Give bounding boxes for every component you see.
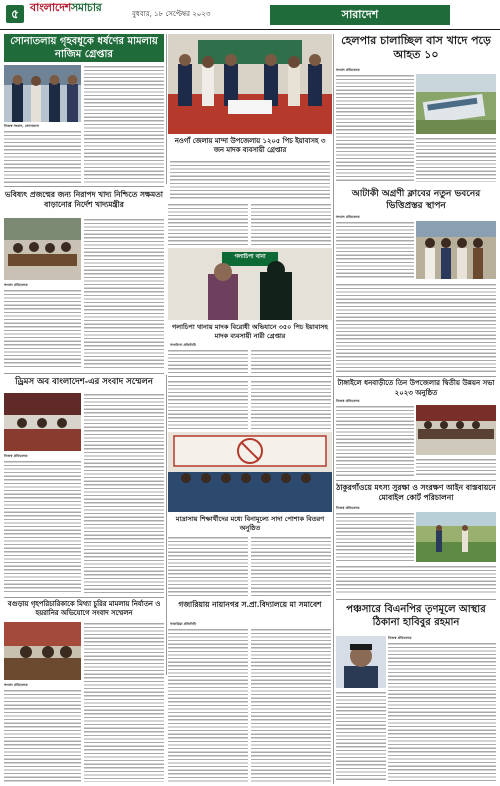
article-headline: টাঙ্গাইলে ধনবাড়ীতে তিন উপজেলার দ্বিতীয় উন্নয়ন সভা ২০২৩ অনুষ্ঠিত [337,378,495,397]
article-photo-meeting [4,218,81,280]
article-body [336,405,414,477]
article-photo-police [4,65,81,122]
article-photo-press-conference [4,393,81,451]
article-photo-portrait [336,636,386,688]
article-body [251,203,331,246]
article-body [168,380,248,430]
article-body [4,689,81,782]
article-body [388,642,496,782]
article-body [4,130,81,184]
article-headline: সোনাতলায় গৃহবধূকে ধর্ষণের মামলায় নাজিম গ্রেপ্তার [4,34,164,62]
masthead-part-1: বাংলাদেশ [30,1,71,14]
article-byline: নিজস্ব প্রতিবেদক [388,636,412,640]
article-body [251,380,331,430]
article-byline: সংবাদ প্রতিবেদক [4,683,28,687]
dateline: বুধবার, ১৮ সেপ্টেম্বর ২০২৩ [132,10,211,18]
article-photo-event-banner [168,432,332,512]
article-headline: হেলপার চালাচ্ছিল বাস খাদে পড়ে আহত ১০ [341,34,491,61]
section-title: সারাদেশ [270,5,450,25]
article-byline: গজারিয়া প্রতিনিধি [170,622,196,626]
article-byline: সংবাদ প্রতিবেদক [336,215,360,219]
article-headline: ভবিষ্যৎ প্রজন্মের জন্য নিরাপদ খাদ্য নিশ্চিতে সক্ষমতা বাড়ানোর নির্দেশ খাদ্যমন্ত্রীর [5,190,163,209]
article-body [336,691,386,782]
page-number: ৫ [6,5,24,23]
article-byline: গলাচিপা প্রতিনিধি [170,343,196,347]
article-body [170,160,330,200]
section-divider [336,599,496,600]
article-headline: বগুড়ায় গৃহপরিচারিকাকে মিথ্যা চুরির মামলায় নির্যাতন ও হয়রানির অভিযোগে সংবাদ সম্মেলন [7,600,161,617]
section-divider [168,376,332,377]
column-rule [166,34,167,184]
article-headline: পঞ্চসারে বিএনপির তৃণমূলে আস্থার ঠিকানা হাবিবুর রহমান [346,604,486,628]
article-byline: নিজস্ব সংবাদ, সোনাতলা [4,124,39,128]
article-headline: গলাচিপা থানায় মাদক বিরোধী অভিযানে ৩৫০ পিচ ইয়াবাসহ মাদক ব্যবসায়ী নারী গ্রেপ্তার [172,323,328,340]
article-byline: নিজস্ব প্রতিবেদক [336,399,360,403]
masthead-part-2: সমাচার [70,1,102,14]
article-body [168,628,248,782]
article-byline: সংবাদ প্রতিবেদক [4,283,28,287]
article-body [168,349,248,373]
article-photo-seized-items [168,34,332,134]
article-headline: আটাকী অগ্রণী ক্লাবের নতুন ভবনের ভিত্তিপ্রস্তর স্থাপন [351,189,481,211]
article-byline: নিজস্ব প্রতিবেদক [336,506,360,510]
article-body [84,218,164,368]
section-divider [4,373,164,374]
section-divider [336,376,496,377]
article-body [168,203,248,246]
section-divider [4,597,164,598]
article-byline: সংবাদ প্রতিবেদক [336,68,360,72]
article-photo-foundation-stone [416,221,496,279]
article-headline: ঠাকুরগাঁওয়ে মৎস্য সুরক্ষা ও সংরক্ষণ আইন বাস্তবায়নে মোবাইল কোর্ট পরিচালনা [336,483,496,502]
article-body [336,565,496,595]
article-photo-field [416,512,496,562]
article-body [336,283,496,373]
article-body [168,536,248,596]
article-body [416,458,496,477]
article-body [251,536,331,596]
article-headline: গজারিয়ায় নায়ানগর স.প্রা.বিদ্যালয়ে মা সমাবেশ [178,600,322,609]
article-body [4,460,81,594]
article-body [84,393,164,593]
column-rule [166,375,167,675]
article-byline: নিজস্ব প্রতিবেদক [4,454,28,458]
section-divider [4,186,164,187]
article-body [251,349,331,373]
article-body [336,512,414,562]
article-body [336,221,414,279]
article-photo-press-conference-2 [4,622,81,680]
article-body [4,289,81,369]
article-body [416,137,496,182]
article-headline: নওগাঁ জেলায় মান্দা উপজেলায় ১২০৫ পিচ ইয়াবাসহ ৩ জন মাদক ব্যবসায়ী গ্রেপ্তার [174,137,326,154]
article-body [251,628,331,782]
section-divider [336,480,496,481]
article-body [336,74,414,182]
sign-text: গলাচিপা থানা [234,254,266,260]
masthead-logo [30,1,102,14]
column-rule [333,34,334,784]
page-header [0,0,500,30]
article-photo-seminar [416,405,496,455]
article-headline: মাদ্রাসায় শিক্ষার্থীদের মধ্যে বিনামূল্যে সাদা পোশাক বিতরণ অনুষ্ঠিত [175,515,325,532]
article-headline: ড্রিমস অব বাংলাদেশ-এর সংবাদ সম্মেলন [15,377,153,387]
article-photo-bus-accident [416,74,496,134]
article-body [84,65,164,183]
article-body [84,622,164,782]
